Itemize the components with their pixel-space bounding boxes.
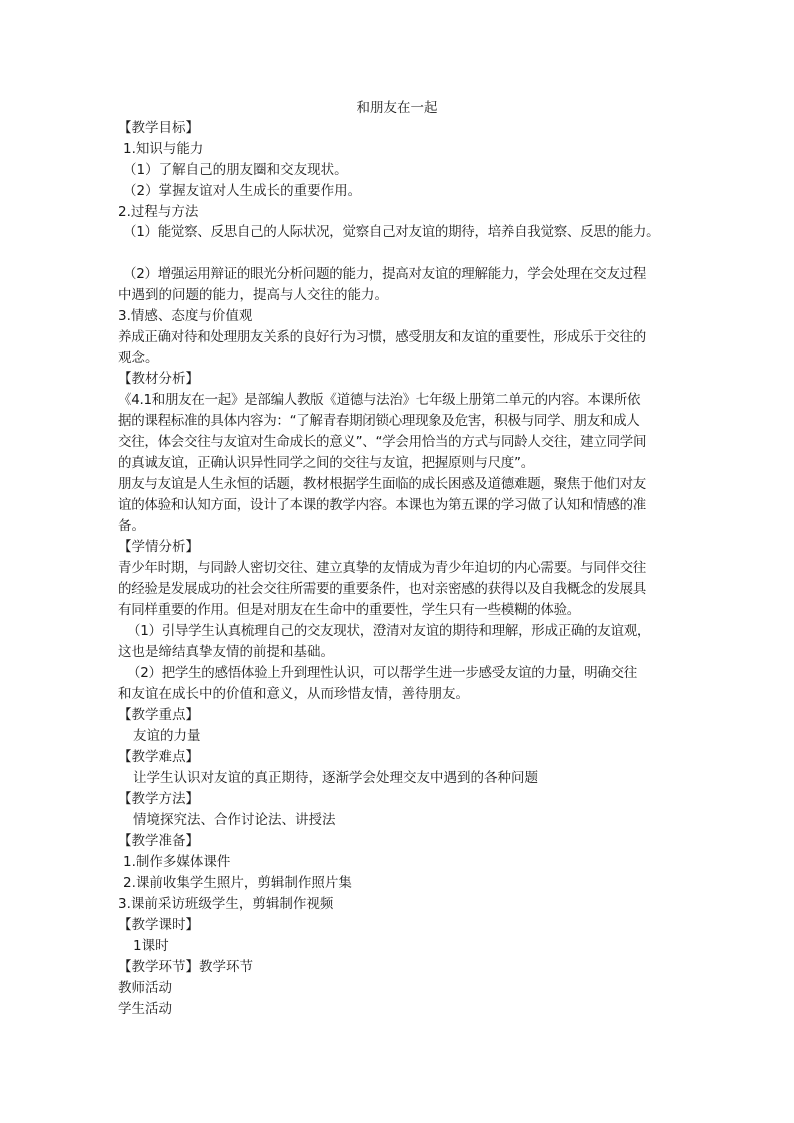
paragraph-line: 备。 — [118, 518, 145, 534]
paragraph-line: 中遇到的问题的能力，提高与人交往的能力。 — [118, 287, 388, 303]
paragraph-line: （1）了解自己的朋友圈和交友现状。 — [123, 162, 348, 178]
subheading-knowledge-ability: 1.知识与能力 — [123, 141, 204, 157]
section-heading-teaching-goals: 【教学目标】 — [118, 120, 199, 136]
paragraph-line: 青少年时期，与同龄人密切交往、建立真挚的友情成为青少年迫切的内心需要。与同伴交往 — [118, 560, 646, 576]
section-heading-preparation: 【教学准备】 — [118, 833, 199, 849]
paragraph-line: （1）能觉察、反思自己的人际状况，觉察自己对友谊的期待，培养自我觉察、反思的能力。 — [123, 224, 660, 240]
paragraph-line: 朋友与友谊是人生永恒的话题，教材根据学生面临的成长困惑及道德难题，聚焦于他们对友 — [118, 476, 646, 492]
paragraph-line: 交往，体会交往与友谊对生命成长的意义”、“学会用恰当的方式与同龄人交往，建立同学间 — [118, 434, 647, 450]
paragraph-line: 据的课程标准的具体内容为：“了解青春期闭锁心理现象及危害，积极与同学、朋友和成人 — [118, 413, 640, 429]
list-item: 2.课前收集学生照片，剪辑制作照片集 — [123, 875, 352, 891]
paragraph-line: 的经验是发展成功的社会交往所需要的重要条件，也对亲密感的获得以及自我概念的发展具 — [118, 581, 646, 597]
list-item: 3.课前采访班级学生，剪辑制作视频 — [118, 896, 334, 912]
paragraph-line: 友谊的力量 — [133, 728, 201, 744]
subheading-process-method: 2.过程与方法 — [118, 204, 199, 220]
paragraph-line: 的真诚友谊，正确认识异性同学之间的交往与友谊，把握原则与尺度”。 — [118, 455, 534, 471]
paragraph-line: （2）增强运用辩证的眼光分析问题的能力，提高对友谊的理解能力，学会处理在交友过程 — [123, 266, 647, 282]
paragraph-line: 养成正确对待和处理朋友关系的良好行为习惯，感受朋友和友谊的重要性，形成乐于交往的 — [118, 329, 646, 345]
section-heading-key-points: 【教学重点】 — [118, 707, 199, 723]
paragraph-line: 和友谊在成长中的价值和意义，从而珍惜友情，善待朋友。 — [118, 686, 469, 702]
subheading-emotion-attitude-values: 3.情感、态度与价值观 — [118, 308, 253, 324]
paragraph-line: 《4.1和朋友在一起》是部编人教版《道德与法治》七年级上册第二单元的内容。本课所依 — [118, 392, 641, 408]
paragraph-line: 情境探究法、合作讨论法、讲授法 — [133, 812, 336, 828]
paragraph-line: 1课时 — [133, 938, 169, 954]
paragraph-line: 教师活动 — [118, 980, 172, 996]
section-heading-teaching-steps: 【教学环节】教学环节 — [118, 959, 253, 975]
paragraph-line: （2）掌握友谊对人生成长的重要作用。 — [123, 183, 362, 199]
section-heading-teaching-methods: 【教学方法】 — [118, 791, 199, 807]
paragraph-line: 谊的体验和认知方面，设计了本课的教学内容。本课也为第五课的学习做了认知和情感的准 — [118, 497, 646, 513]
section-heading-class-hours: 【教学课时】 — [118, 917, 199, 933]
paragraph-line: 让学生认识对友谊的真正期待，逐渐学会处理交友中遇到的各种问题 — [133, 770, 538, 786]
paragraph-line: （2）把学生的感悟体验上升到理性认识，可以帮学生进一步感受友谊的力量，明确交往 — [127, 665, 637, 681]
paragraph-line: 学生活动 — [118, 1001, 172, 1017]
section-heading-material-analysis: 【教材分析】 — [118, 371, 199, 387]
paragraph-line: 有同样重要的作用。但是对朋友在生命中的重要性，学生只有一些模糊的体验。 — [118, 602, 580, 618]
list-item: 1.制作多媒体课件 — [123, 854, 231, 870]
section-heading-difficulties: 【教学难点】 — [118, 749, 199, 765]
document-title: 和朋友在一起 — [356, 100, 438, 116]
paragraph-line: 这也是缔结真挚友情的前提和基础。 — [118, 644, 334, 660]
paragraph-line: （1）引导学生认真梳理自己的交友现状，澄清对友谊的期待和理解，形成正确的友谊观， — [127, 623, 651, 639]
section-heading-student-analysis: 【学情分析】 — [118, 539, 199, 555]
paragraph-line: 观念。 — [118, 350, 159, 366]
